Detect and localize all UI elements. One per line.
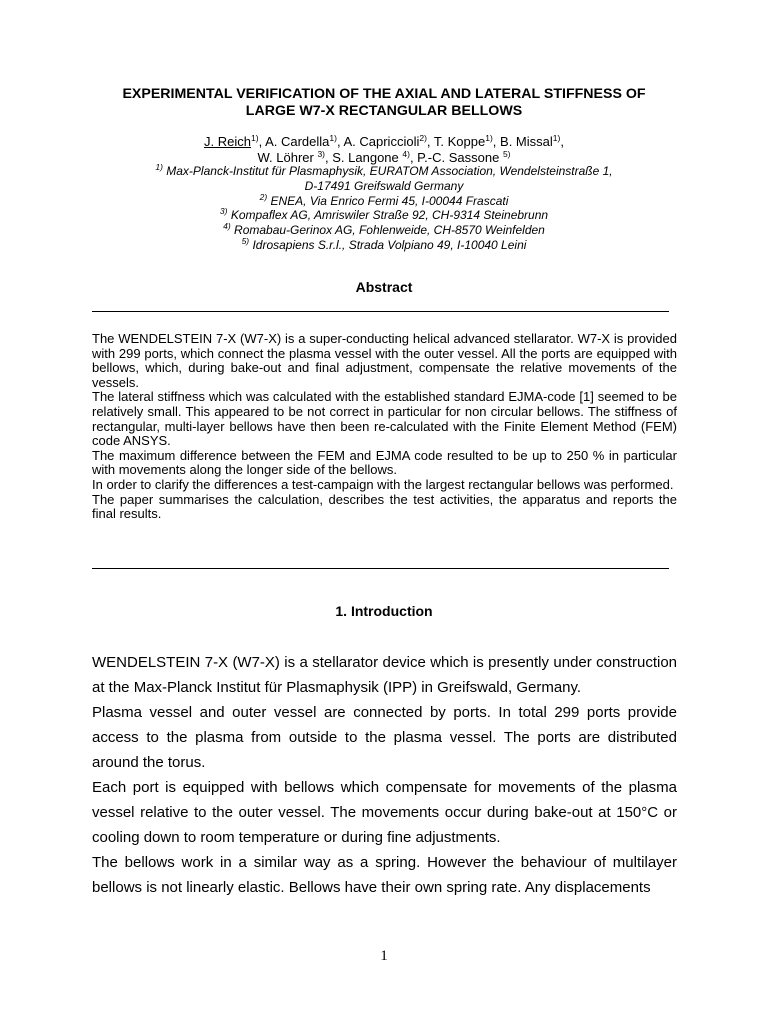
author-affiliation-mark: 2) [419,133,427,143]
affiliation-line [70,164,698,179]
affiliation-line [70,179,698,194]
affiliation-line [70,191,698,209]
affiliation-mark: 4) [223,221,231,232]
affiliation-text: Kompaflex AG, Amriswiler Straße 92, CH-9314 Steinebrunn [227,208,549,223]
affiliation-text: ENEA, Via Enrico Fermi 45, I-00044 Frascati [267,193,509,208]
author-separator: , [409,150,418,165]
affiliation-list [70,164,698,253]
author-affiliation-mark: 1) [552,133,561,143]
affiliation-line [70,235,698,253]
section-heading-introduction: 1. Introduction [335,603,433,619]
author-separator: , [258,134,266,149]
author-separator: , [426,134,434,149]
abstract-paragraph: The maximum difference between the FEM and EJMA code resulted to be up to 250 % in particular with movements along the longer side of the bellows. [92,447,677,478]
author-line-1 [70,134,698,150]
affiliation-mark: 2) [259,191,268,202]
abstract-paragraph: The lateral stiffness which was calculated with the established standard EJMA-code [1] seemed to be relatively small. This appeared to be not correct in particular for non circular bellows. The stiffness of rectangular, multi-layer bellows have then been re-calculated with the Finite Element Method (FEM) code ANSYS. [92,389,677,449]
affiliation-mark: 3) [219,206,228,217]
author-name: J. Reich [204,134,252,149]
paper-title [80,86,688,120]
affiliation-mark: 1) [155,162,163,172]
body-paragraph: The bellows work in a similar way as a spring. However the behaviour of multilayer bellows is not linearly elastic. Bellows have their own spring rate. Any displacements [92,854,677,896]
author-separator: , [336,134,344,149]
affiliation-text: Romabau-Gerinox AG, Fohlenweide, CH-8570 Weinfelden [230,223,545,238]
body-paragraph: Each port is equipped with bellows which compensate for movements of the plasma vessel relative to the outer vessel. The movements occur during bake-out at 150°C or cooling down to room temperature or during fine adjustments. [92,779,677,846]
author-name: A. Cardella [265,134,330,149]
affiliation-text: Max-Planck-Institut für Plasmaphysik, EURATOM Association, Wendelsteinstraße 1, [162,164,613,178]
author-affiliation-mark: 1) [329,133,337,143]
author-name: W. Löhrer [257,150,318,165]
introduction-body [92,650,677,900]
affiliation-mark: 5) [241,235,250,246]
title-line-2: LARGE W7-X RECTANGULAR BELLOWS [245,103,523,119]
abstract-heading: Abstract [355,279,413,295]
author-affiliation-mark: 3) [317,149,326,159]
author-list [70,134,698,166]
abstract-paragraph: The WENDELSTEIN 7-X (W7-X) is a super-conducting helical advanced stellarator. W7-X is provided with 299 ports, which connect the plasma vessel with the outer vessel. All the ports are equipped with bellows, which, during bake-out and final adjustment, compensate the relative movements of the vessels. [92,331,677,390]
abstract-paragraph: The paper summarises the calculation, describes the test activities, the apparatus and reports the final results. [92,491,677,522]
author-affiliation-mark: 1) [485,133,493,143]
author-separator: , [492,134,501,149]
author-name: P.-C. Sassone [417,150,503,165]
affiliation-text: Idrosapiens S.r.l., Strada Volpiano 49, I-10040 Leini [249,237,527,252]
author-affiliation-mark: 4) [402,149,410,159]
author-name: S. Langone [332,150,403,165]
abstract-bottom-rule [92,568,669,569]
page-number: 1 [380,948,388,964]
author-name: B. Missal [500,134,553,149]
affiliation-line [70,223,698,238]
abstract-top-rule [92,311,669,312]
author-affiliation-mark: 1) [251,133,259,143]
abstract-paragraph: In order to clarify the differences a test-campaign with the largest rectangular bellows was performed. [92,476,674,492]
body-paragraph: Plasma vessel and outer vessel are connected by ports. In total 299 ports provide access to the plasma from outside to the plasma vessel. The ports are distributed around the torus. [92,704,677,771]
affiliation-line [70,208,698,223]
author-name: A. Capriccioli [343,134,420,149]
title-line-1: EXPERIMENTAL VERIFICATION OF THE AXIAL AND LATERAL STIFFNESS OF [122,86,646,102]
abstract-body [92,332,677,522]
author-separator: , [560,134,564,149]
author-affiliation-mark: 5) [502,149,511,159]
author-separator: , [325,150,333,165]
body-paragraph: WENDELSTEIN 7-X (W7-X) is a stellarator device which is presently under construction at the Max-Planck Institut für Plasmaphysik (IPP) in Greifswald, Germany. [92,654,677,696]
affiliation-text: D-17491 Greifswald Germany [304,178,464,193]
author-name: T. Koppe [433,134,486,149]
